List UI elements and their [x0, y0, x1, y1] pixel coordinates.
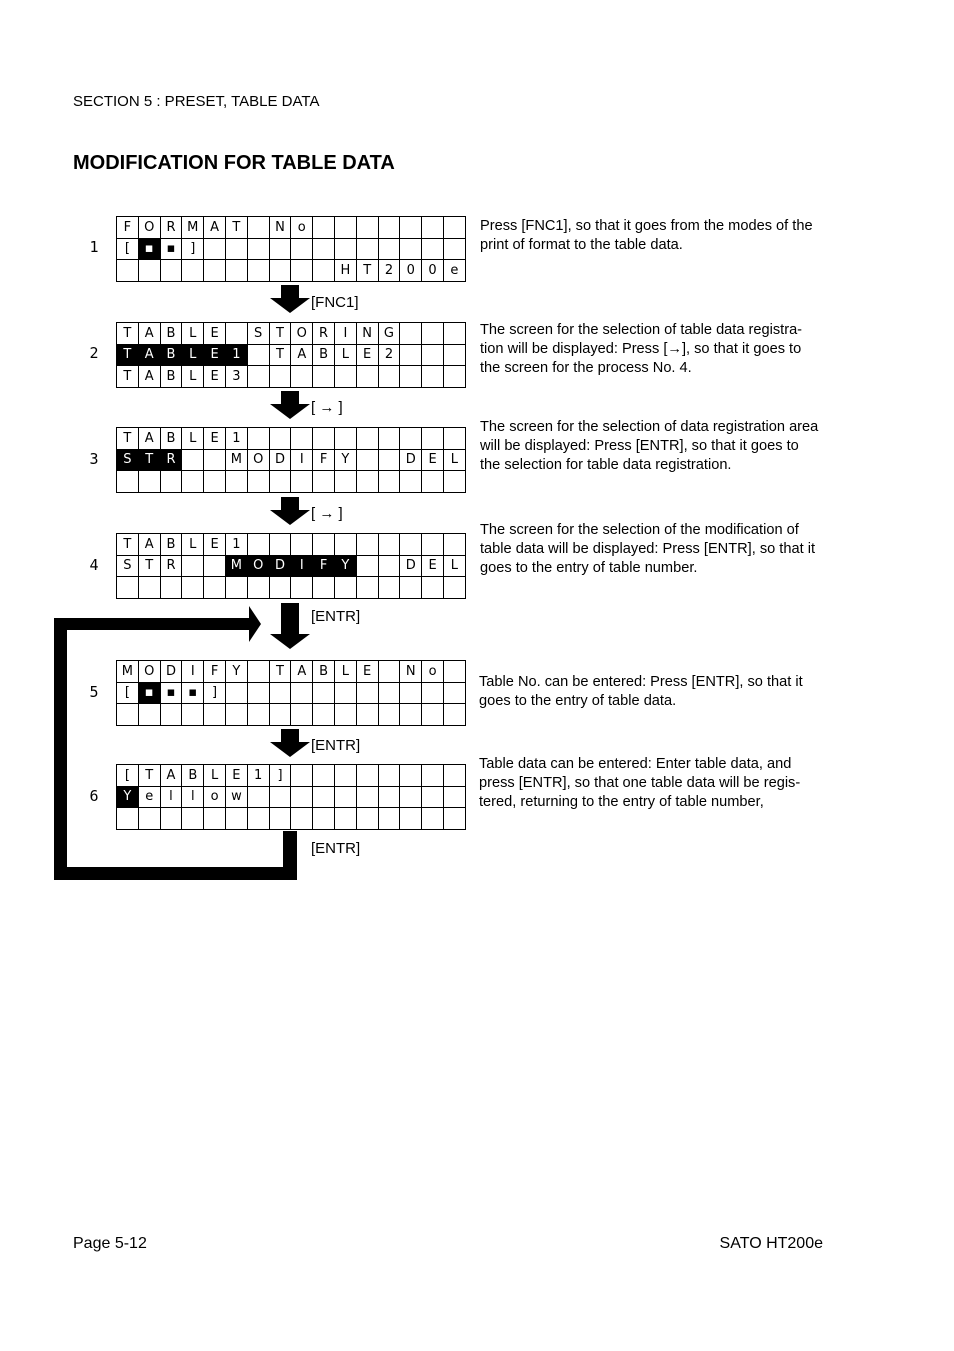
lcd-cell: N: [270, 217, 292, 239]
lcd-cell: B: [313, 661, 335, 683]
lcd-cell: L: [444, 556, 466, 578]
lcd-cell: M: [226, 556, 248, 578]
lcd-cell: T: [270, 323, 292, 345]
lcd-cell: D: [270, 556, 292, 578]
lcd-cell: N: [357, 323, 379, 345]
lcd-cell: O: [248, 450, 270, 472]
lcd-cell: F: [117, 217, 139, 239]
step-description: Table data can be entered: Enter table data, and press [ENTR], so that one table data will be regis-tered, returning to the entry of table number,: [479, 756, 801, 810]
lcd-cell: l: [182, 787, 204, 809]
lcd-cell: L: [182, 345, 204, 367]
section-header: SECTION 5 : PRESET, TABLE DATA: [73, 93, 320, 110]
lcd-cell: B: [161, 428, 183, 450]
page-number: Page 5-12: [73, 1235, 147, 1252]
lcd-cell: E: [204, 366, 226, 388]
lcd-cell: B: [161, 345, 183, 367]
lcd-cell: D: [161, 661, 183, 683]
lcd-cell: D: [270, 450, 292, 472]
step-description: The screen for the selection of the modification of table data will be displayed: Press [ENTR], so that it goes to the entry of table number.: [480, 522, 816, 576]
lcd-cell: T: [226, 217, 248, 239]
lcd-cell: L: [182, 428, 204, 450]
lcd-cell: D: [400, 556, 422, 578]
lcd-cell: A: [161, 765, 183, 787]
lcd-cell: A: [139, 323, 161, 345]
step-description: Press [FNC1], so that it goes from the modes of the print of format to the table data.: [480, 218, 813, 253]
lcd-cell: T: [357, 260, 379, 282]
lcd-cell: L: [182, 323, 204, 345]
lcd-cell: G: [379, 323, 401, 345]
lcd-cell: T: [117, 345, 139, 367]
step-number: 3: [89, 450, 99, 468]
lcd-cell: T: [117, 323, 139, 345]
lcd-cell: T: [117, 366, 139, 388]
lcd-cell: 1: [226, 534, 248, 556]
lcd-cell: ]: [182, 239, 204, 261]
lcd-cell: E: [204, 534, 226, 556]
step-number: 6: [89, 787, 99, 805]
key-label: [ → ]: [311, 399, 343, 416]
step-description: Table No. can be entered: Press [ENTR], so that it goes to the entry of table data.: [479, 674, 803, 709]
lcd-cell: B: [161, 366, 183, 388]
lcd-cell: A: [139, 345, 161, 367]
lcd-cell: o: [204, 787, 226, 809]
lcd-cell: L: [204, 765, 226, 787]
lcd-cell: T: [139, 450, 161, 472]
lcd-cell: S: [117, 556, 139, 578]
key-label: [ENTR]: [311, 840, 361, 857]
lcd-cell: 0: [400, 260, 422, 282]
lcd-cell: L: [444, 450, 466, 472]
lcd-cell: A: [139, 366, 161, 388]
lcd-cell: o: [422, 661, 444, 683]
key-label: [FNC1]: [311, 294, 359, 311]
lcd-cell: 1: [248, 765, 270, 787]
lcd-cell: Y: [335, 450, 357, 472]
lcd-cell: S: [117, 450, 139, 472]
lcd-cell: I: [182, 661, 204, 683]
lcd-cell: A: [139, 534, 161, 556]
lcd-cell: ▪: [139, 683, 161, 705]
lcd-cell: R: [161, 217, 183, 239]
lcd-cell: Y: [226, 661, 248, 683]
lcd-cell: B: [161, 323, 183, 345]
lcd-cell: R: [313, 323, 335, 345]
lcd-cell: L: [335, 661, 357, 683]
lcd-cell: ]: [270, 765, 292, 787]
lcd-cell: ▪: [139, 239, 161, 261]
lcd-cell: O: [139, 217, 161, 239]
lcd-cell: 1: [226, 345, 248, 367]
lcd-cell: ▪: [161, 683, 183, 705]
lcd-cell: E: [226, 765, 248, 787]
lcd-cell: M: [182, 217, 204, 239]
step-number: 2: [89, 344, 99, 362]
lcd-cell: T: [117, 534, 139, 556]
lcd-cell: 2: [379, 345, 401, 367]
lcd-cell: O: [248, 556, 270, 578]
lcd-cell: N: [400, 661, 422, 683]
lcd-cell: E: [357, 345, 379, 367]
lcd-cell: D: [400, 450, 422, 472]
step-description: The screen for the selection of data registration area will be displayed: Press [ENTR], so that it goes to the selection for table data registration.: [480, 419, 819, 473]
lcd-cell: I: [335, 323, 357, 345]
lcd-cell: L: [182, 534, 204, 556]
lcd-cell: 2: [379, 260, 401, 282]
lcd-cell: B: [182, 765, 204, 787]
lcd-cell: O: [139, 661, 161, 683]
lcd-cell: A: [204, 217, 226, 239]
lcd-cell: F: [313, 450, 335, 472]
lcd-cell: [: [117, 239, 139, 261]
lcd-cell: A: [139, 428, 161, 450]
step-description: The screen for the selection of table data registra-tion will be displayed: Press [→], so that it goes to the screen for the process No. 4.: [480, 322, 803, 376]
key-label: [ → ]: [311, 505, 343, 522]
lcd-cell: E: [204, 428, 226, 450]
key-label: [ENTR]: [311, 608, 361, 625]
lcd-cell: L: [182, 366, 204, 388]
lcd-cell: F: [204, 661, 226, 683]
lcd-cell: ▪: [182, 683, 204, 705]
lcd-cell: M: [117, 661, 139, 683]
lcd-cell: E: [357, 661, 379, 683]
lcd-cell: 1: [226, 428, 248, 450]
lcd-cell: T: [270, 661, 292, 683]
lcd-cell: E: [204, 323, 226, 345]
lcd-cell: O: [291, 323, 313, 345]
step-number: 5: [89, 683, 99, 701]
lcd-cell: E: [422, 556, 444, 578]
lcd-cell: [: [117, 683, 139, 705]
lcd-cell: H: [335, 260, 357, 282]
lcd-cell: E: [422, 450, 444, 472]
lcd-cell: w: [226, 787, 248, 809]
lcd-cell: T: [270, 345, 292, 367]
lcd-cell: 0: [422, 260, 444, 282]
page-title: MODIFICATION FOR TABLE DATA: [73, 152, 395, 174]
lcd-cell: Y: [117, 787, 139, 809]
lcd-cell: L: [335, 345, 357, 367]
step-number: 4: [89, 556, 99, 574]
lcd-cell: M: [226, 450, 248, 472]
lcd-cell: B: [161, 534, 183, 556]
lcd-cell: T: [139, 765, 161, 787]
lcd-cell: R: [161, 450, 183, 472]
step-number: 1: [89, 238, 99, 256]
lcd-cell: e: [139, 787, 161, 809]
lcd-cell: 3: [226, 366, 248, 388]
lcd-cell: R: [161, 556, 183, 578]
key-label: [ENTR]: [311, 737, 361, 754]
lcd-cell: B: [313, 345, 335, 367]
lcd-cell: E: [204, 345, 226, 367]
lcd-cell: I: [291, 450, 313, 472]
lcd-cell: S: [248, 323, 270, 345]
lcd-cell: l: [161, 787, 183, 809]
lcd-cell: ▪: [161, 239, 183, 261]
lcd-cell: A: [291, 345, 313, 367]
lcd-cell: A: [291, 661, 313, 683]
lcd-cell: I: [291, 556, 313, 578]
lcd-cell: Y: [335, 556, 357, 578]
lcd-cell: [: [117, 765, 139, 787]
lcd-cell: F: [313, 556, 335, 578]
lcd-cell: e: [444, 260, 466, 282]
lcd-cell: ]: [204, 683, 226, 705]
lcd-cell: T: [139, 556, 161, 578]
product-name: SATO HT200e: [719, 1235, 823, 1252]
lcd-cell: T: [117, 428, 139, 450]
lcd-cell: o: [291, 217, 313, 239]
